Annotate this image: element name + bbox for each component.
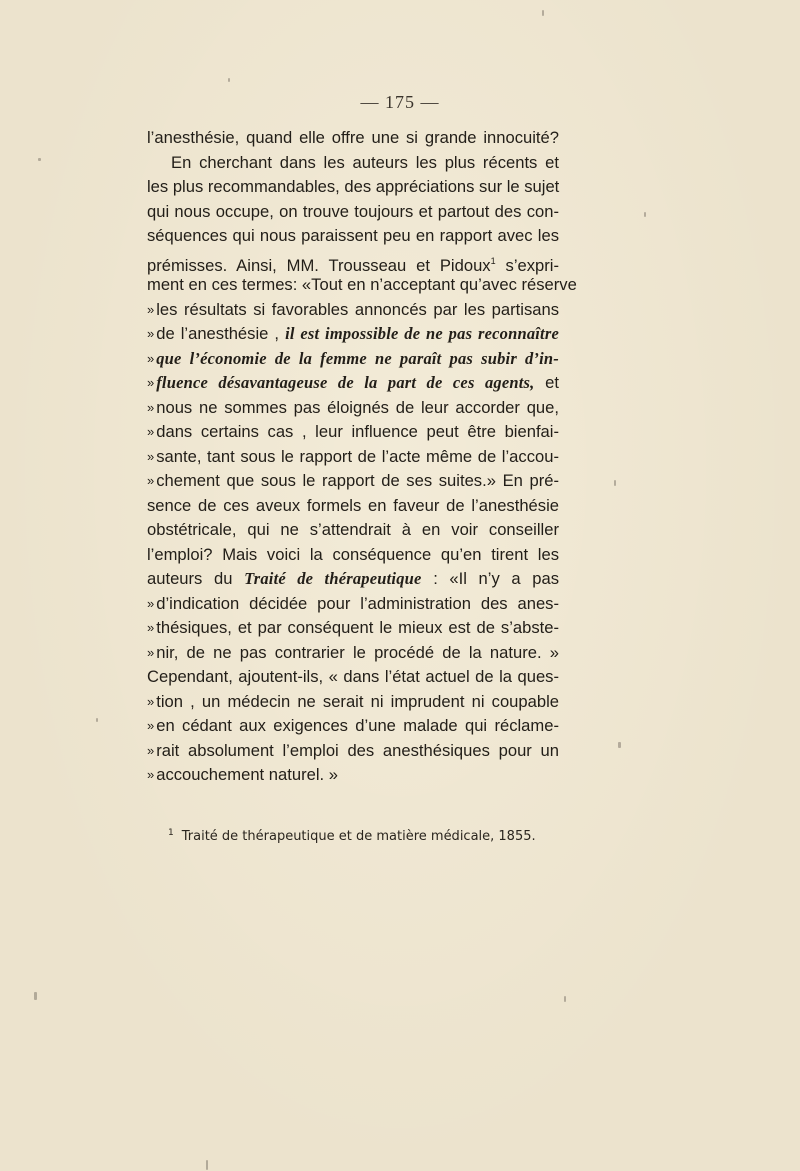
paper-speck <box>228 78 230 82</box>
text-segment: sante, tant sous le rapport de l’acte même de l’accou- <box>156 446 559 466</box>
text-line <box>147 347 559 372</box>
footnote-text: Traité de thérapeutique et de matière médicale, 1855. <box>181 829 536 844</box>
text-segment: thésiques, et par conséquent le mieux est de s’abste- <box>156 618 559 637</box>
text-line <box>147 249 559 274</box>
quote-mark: » <box>147 375 155 390</box>
text-line <box>147 469 559 494</box>
paper-speck <box>644 212 646 217</box>
body-paragraph <box>147 126 577 788</box>
text-line: ment en ces termes: «Tout en n’acceptant qu’avec réserve <box>147 275 577 294</box>
quote-mark: » <box>147 399 155 415</box>
text-line: séquences qui nous paraissent peu en rapport avec les <box>147 226 559 245</box>
quote-mark: » <box>147 742 155 758</box>
quote-mark: » <box>147 595 155 611</box>
quote-mark: » <box>147 767 155 782</box>
text-segment: s’expri- <box>505 255 559 275</box>
text-segment: dans certains cas , leur influence peut être bienfai- <box>156 422 559 441</box>
text-line: l’anesthésie, quand elle offre une si grande innocuité? <box>147 128 559 147</box>
quote-mark: » <box>147 424 155 439</box>
text-line <box>147 322 559 347</box>
italic-text: il est impossible de ne pas reconnaître <box>285 324 559 343</box>
text-segment: chement que sous le rapport de ses suites.» En pré- <box>156 471 559 490</box>
quote-mark: » <box>147 693 155 709</box>
footnote-reference: 1 <box>490 255 496 266</box>
text-line <box>147 616 559 641</box>
text-segment: auteurs du <box>147 569 233 588</box>
quote-mark: » <box>147 620 155 635</box>
paper-speck <box>96 718 98 722</box>
paper-speck <box>38 158 41 161</box>
text-line <box>147 714 559 739</box>
text-line <box>147 739 559 764</box>
text-segment: : «Il n’y a pas <box>433 569 559 588</box>
text-segment: les résultats si favorables annoncés par les partisans <box>156 299 559 319</box>
text-segment: nous ne sommes pas éloignés de leur accorder que, <box>156 397 559 417</box>
quote-mark: » <box>147 326 155 341</box>
paper-speck <box>614 480 616 486</box>
text-line <box>147 641 559 666</box>
text-segment: tion , un médecin ne serait ni imprudent ni coupable <box>156 691 559 711</box>
italic-text: que l’économie de la femme ne paraît pas subir d’in- <box>156 348 559 368</box>
text-segment: accouchement naturel. » <box>156 765 338 784</box>
text-line <box>147 763 559 788</box>
italic-book-title: Traité de thérapeutique <box>244 569 422 588</box>
italic-text: fluence désavantageuse de la part de ces agents, <box>156 373 535 392</box>
paper-speck <box>618 742 621 748</box>
text-line: qui nous occupe, on trouve toujours et partout des con- <box>147 201 559 221</box>
quote-mark: » <box>147 718 155 733</box>
paper-speck <box>564 996 566 1002</box>
text-segment: rait absolument l’emploi des anesthésiques pour un <box>156 740 559 760</box>
text-line <box>147 592 559 617</box>
text-line <box>147 567 559 592</box>
text-line <box>147 298 559 323</box>
paper-speck <box>34 992 37 1000</box>
text-segment: prémisses. Ainsi, MM. Trousseau et Pidoux <box>147 255 491 275</box>
text-segment: de l’anesthésie , <box>156 324 280 343</box>
quote-mark: » <box>147 301 155 317</box>
text-segment: et <box>545 373 559 392</box>
text-segment: en cédant aux exigences d’une malade qui réclame- <box>156 716 559 735</box>
text-segment: nir, de ne pas contrarier le procédé de la nature. » <box>156 642 559 662</box>
page-number: — 175 — <box>360 92 440 112</box>
text-line <box>147 690 559 715</box>
text-line: l’emploi? Mais voici la conséquence qu’en tirent les <box>147 544 559 564</box>
text-line: sence de ces aveux formels en faveur de l’anesthésie <box>147 495 559 515</box>
footnote-mark: 1 <box>168 828 174 838</box>
text-line: les plus recommandables, des appréciations sur le sujet <box>147 177 560 196</box>
text-segment: d’indication décidée pour l’administration des anes- <box>156 593 559 613</box>
text-line: Cependant, ajoutent-ils, « dans l’état actuel de la ques- <box>147 667 559 686</box>
text-line <box>147 371 559 396</box>
text-line <box>147 396 559 421</box>
text-line: En cherchant dans les auteurs les plus récents et <box>171 152 559 172</box>
quote-mark: » <box>147 644 155 660</box>
text-line <box>147 445 559 470</box>
text-line <box>147 420 559 445</box>
quote-mark: » <box>147 448 155 464</box>
footnote <box>168 828 536 844</box>
quote-mark: » <box>147 350 155 366</box>
quote-mark: » <box>147 473 155 488</box>
text-line: obstétricale, qui ne s’attendrait à en voir conseiller <box>147 520 559 539</box>
paper-speck <box>206 1160 208 1170</box>
paper-speck <box>542 10 544 16</box>
